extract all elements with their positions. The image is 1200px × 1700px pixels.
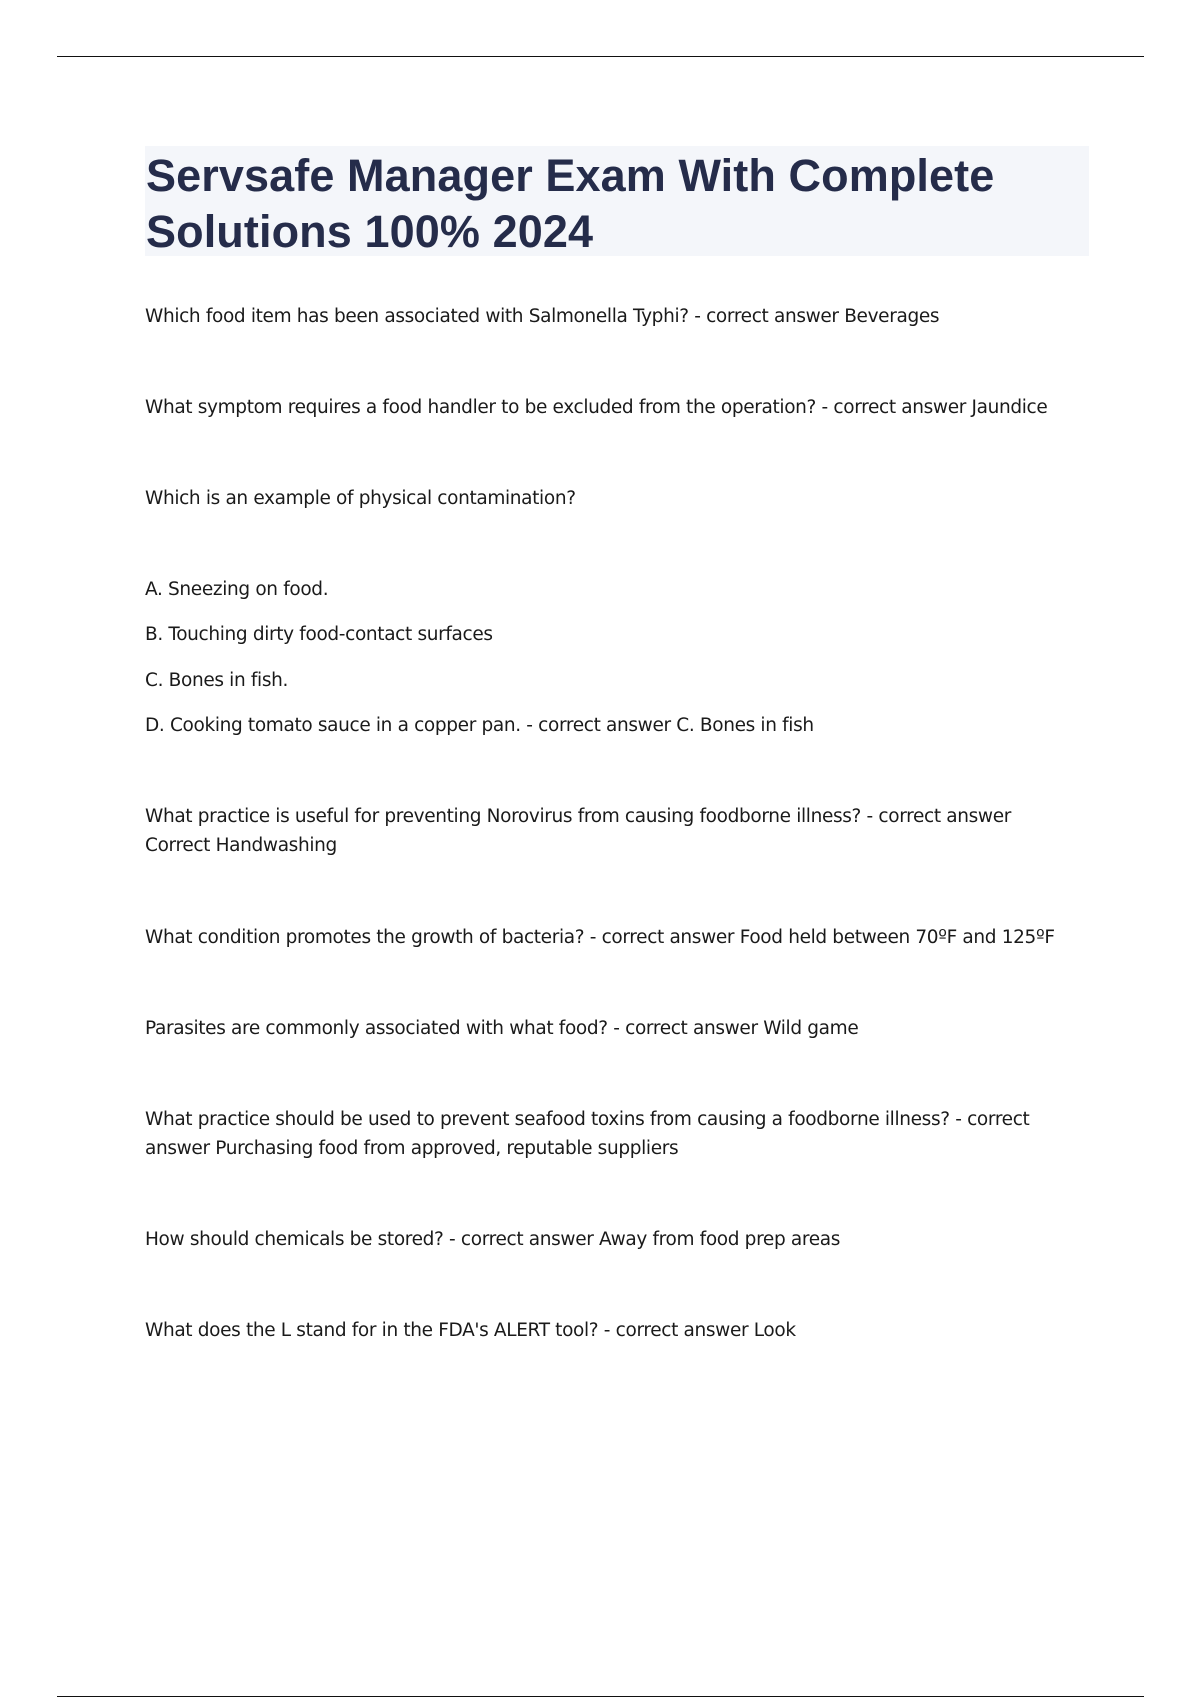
question-chemical-storage: How should chemicals be stored? - correct answer Away from food prep areas	[145, 1229, 841, 1250]
question-physical-contamination: Which is an example of physical contamination?	[145, 488, 576, 509]
bottom-rule	[57, 1696, 1144, 1697]
question-bacteria-growth: What condition promotes the growth of bacteria? - correct answer Food held between 70ºF and 125ºF	[145, 927, 1055, 948]
question-seafood-toxins: What practice should be used to prevent seafood toxins from causing a foodborne illness? - correct answer Purchasing food from approved, reputable suppliers	[145, 1109, 1030, 1159]
top-rule	[57, 56, 1144, 57]
question-parasites: Parasites are commonly associated with what food? - correct answer Wild game	[145, 1018, 859, 1039]
option-a: A. Sneezing on food.	[145, 579, 329, 600]
document-title: Servsafe Manager Exam With Complete Solutions 100% 2024	[146, 150, 995, 257]
question-norovirus: What practice is useful for preventing Norovirus from causing foodborne illness? - correct answer Correct Handwashing	[145, 806, 1011, 856]
title-banner	[145, 146, 1089, 256]
option-b: B. Touching dirty food-contact surfaces	[145, 624, 493, 645]
question-salmonella-typhi: Which food item has been associated with Salmonella Typhi? - correct answer Beverages	[145, 306, 940, 327]
question-exclusion-symptom: What symptom requires a food handler to be excluded from the operation? - correct answer Jaundice	[145, 397, 1048, 418]
option-d: D. Cooking tomato sauce in a copper pan. - correct answer C. Bones in fish	[145, 715, 814, 736]
question-alert-tool: What does the L stand for in the FDA's ALERT tool? - correct answer Look	[145, 1320, 796, 1341]
option-c: C. Bones in fish.	[145, 670, 289, 691]
